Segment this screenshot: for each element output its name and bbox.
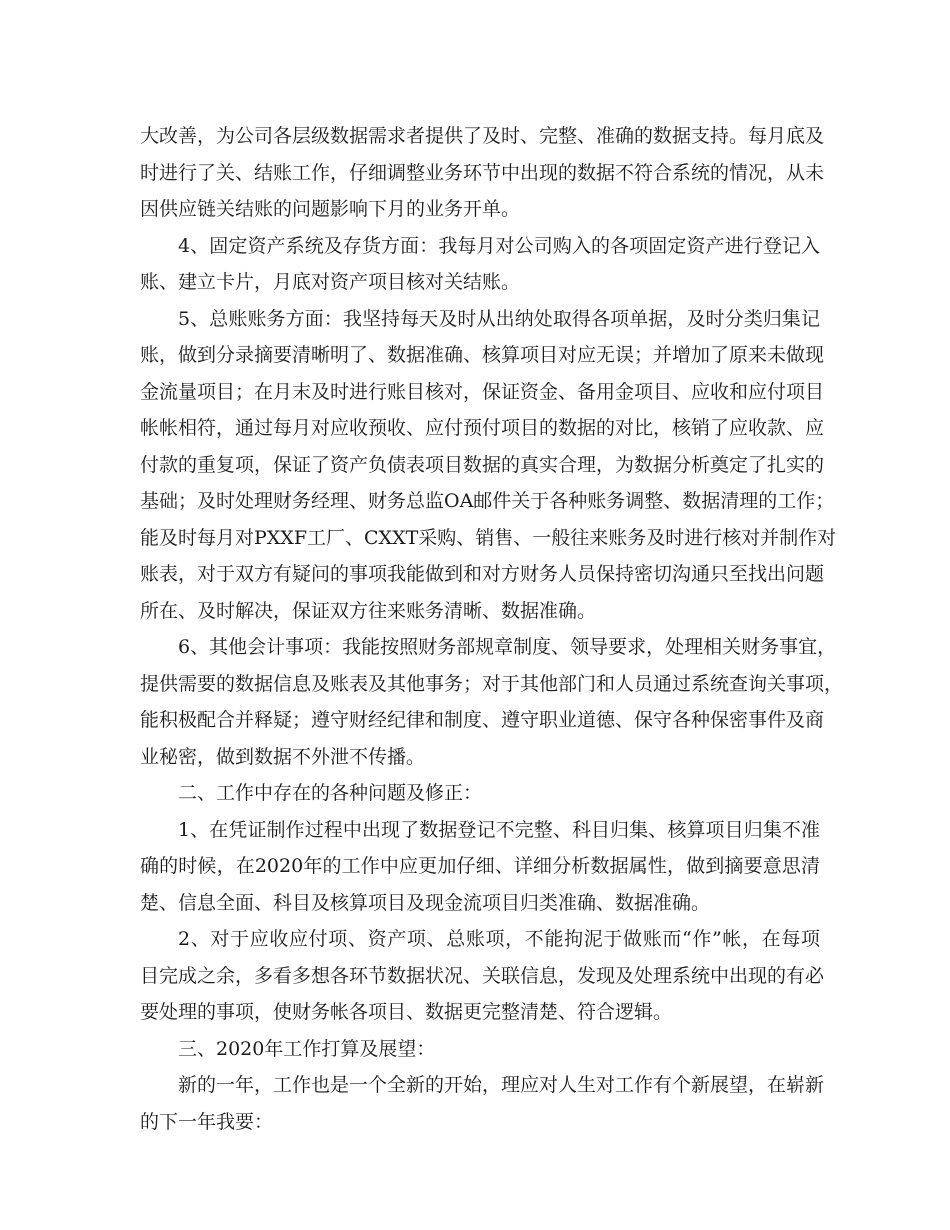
paragraph-line: 提供需要的数据信息及账表及其他事务；对于其他部门和人员通过系统查询关事项， [140,672,844,695]
paragraph-line: 目完成之余，多看多想各环节数据状况、关联信息，发现及处理系统中出现的有必 [140,964,825,987]
paragraph-line: 基础；及时处理财务经理、财务总监OA邮件关于各种账务调整、数据清理的工作； [140,490,835,512]
paragraph-line: 账、建立卡片，月底对资产项目核对关结账。 [140,271,521,293]
section-heading: 三、2020年工作打算及展望： [178,1037,436,1060]
paragraph-line: 2、对于应收应付项、资产项、总账项，不能拘泥于做账而“作”帐，在每项 [178,928,820,950]
section-heading: 二、工作中存在的各种问题及修正： [178,782,483,804]
paragraph-line: 业秘密，做到数据不外泄不传播。 [140,745,426,768]
document-body [140,118,844,1140]
paragraph-line: 4、固定资产系统及存货方面：我每月对公司购入的各项固定资产进行登记入 [178,234,820,257]
paragraph-line: 确的时候，在2020年的工作中应更加仔细、详细分析数据属性，做到摘要意思清 [140,855,820,877]
paragraph-line: 要处理的事项，使财务帐各项目、数据更完整清楚、符合逻辑。 [140,1001,673,1023]
paragraph-line: 新的一年，工作也是一个全新的开始，理应对人生对工作有个新展望，在崭新 [178,1074,825,1096]
paragraph-line: 1、在凭证制作过程中出现了数据登记不完整、科目归集、核算项目归集不准 [178,818,820,841]
paragraph-line: 帐帐相符，通过每月对应收预收、应付预付项目的数据的对比，核销了应收款、应 [140,417,825,439]
paragraph-line: 账，做到分录摘要清晰明了、数据准确、核算项目对应无误；并增加了原来未做现 [140,344,825,366]
paragraph-line: 所在、及时解决，保证双方往来账务清晰、数据准确。 [140,599,597,622]
paragraph-line: 付款的重复项，保证了资产负债表项目数据的真实合理，为数据分析奠定了扎实的 [140,453,825,476]
paragraph-line: 账表，对于双方有疑问的事项我能做到和对方财务人员保持密切沟通只至找出问题 [140,563,825,585]
paragraph-line: 因供应链关结账的问题影响下月的业务开单。 [140,198,521,220]
paragraph-line: 5、总账账务方面：我坚持每天及时从出纳处取得各项单据，及时分类归集记 [178,307,820,330]
paragraph-line: 能及时每月对PXXF工厂、CXXT采购、销售、一般往来账务及时进行核对并制作对 [140,526,837,549]
paragraph-line: 6、其他会计事项：我能按照财务部规章制度、领导要求，处理相关财务事宜， [178,636,837,658]
paragraph-line: 大改善，为公司各层级数据需求者提供了及时、完整、准确的数据支持。每月底及 [140,125,825,147]
paragraph-line: 时进行了关、结账工作，仔细调整业务环节中出现的数据不符合系统的情况，从未 [140,161,825,184]
paragraph-line: 能积极配合并释疑；遵守财经纪律和制度、遵守职业道德、保守各种保密事件及商 [140,709,825,731]
paragraph-line: 的下一年我要： [140,1110,274,1133]
paragraph-line: 楚、信息全面、科目及核算项目及现金流项目归类准确、数据准确。 [140,891,711,914]
paragraph-line: 金流量项目；在月末及时进行账目核对，保证资金、备用金项目、应收和应付项目 [140,380,825,403]
